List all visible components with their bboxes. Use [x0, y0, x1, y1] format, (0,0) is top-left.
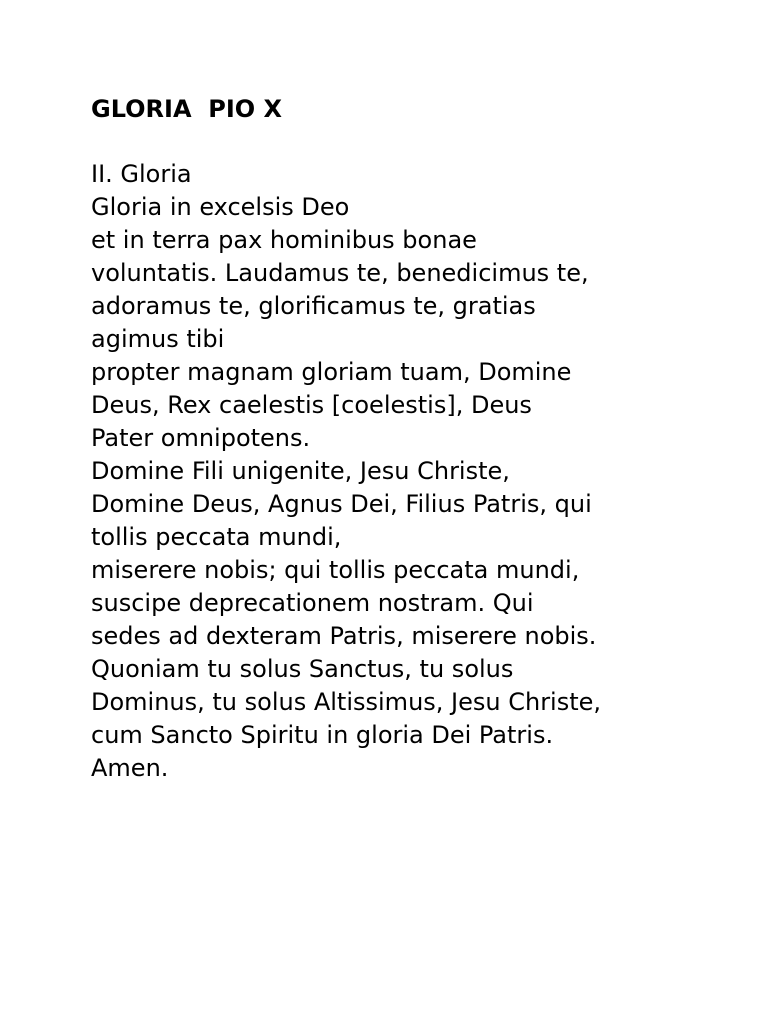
- document-body: [91, 158, 731, 785]
- text-line: Domine Fili unigenite, Jesu Christe,: [91, 457, 510, 485]
- text-line: propter magnam gloriam tuam, Domine: [91, 358, 572, 386]
- text-line: suscipe deprecationem nostram. Qui: [91, 589, 534, 617]
- text-line: Amen.: [91, 754, 169, 782]
- text-line: tollis peccata mundi,: [91, 523, 342, 551]
- text-line: voluntatis. Laudamus te, benedicimus te,: [91, 259, 589, 287]
- text-line: Gloria in excelsis Deo: [91, 193, 350, 221]
- document-page: [91, 92, 731, 785]
- text-line: Pater omnipotens.: [91, 424, 311, 452]
- text-line: adoramus te, glorificamus te, gratias: [91, 292, 536, 320]
- text-line: sedes ad dexteram Patris, miserere nobis.: [91, 622, 597, 650]
- text-line: II. Gloria: [91, 160, 192, 188]
- document-title: GLORIA PIO X: [91, 95, 283, 123]
- text-line: Dominus, tu solus Altissimus, Jesu Christe,: [91, 688, 602, 716]
- text-line: agimus tibi: [91, 325, 225, 353]
- text-line: Quoniam tu solus Sanctus, tu solus: [91, 655, 514, 683]
- title-spacer: [91, 126, 731, 158]
- text-line: miserere nobis; qui tollis peccata mundi,: [91, 556, 580, 584]
- text-line: cum Sancto Spiritu in gloria Dei Patris.: [91, 721, 554, 749]
- text-line: et in terra pax hominibus bonae: [91, 226, 477, 254]
- text-line: Domine Deus, Agnus Dei, Filius Patris, qui: [91, 490, 592, 518]
- text-line: Deus, Rex caelestis [coelestis], Deus: [91, 391, 532, 419]
